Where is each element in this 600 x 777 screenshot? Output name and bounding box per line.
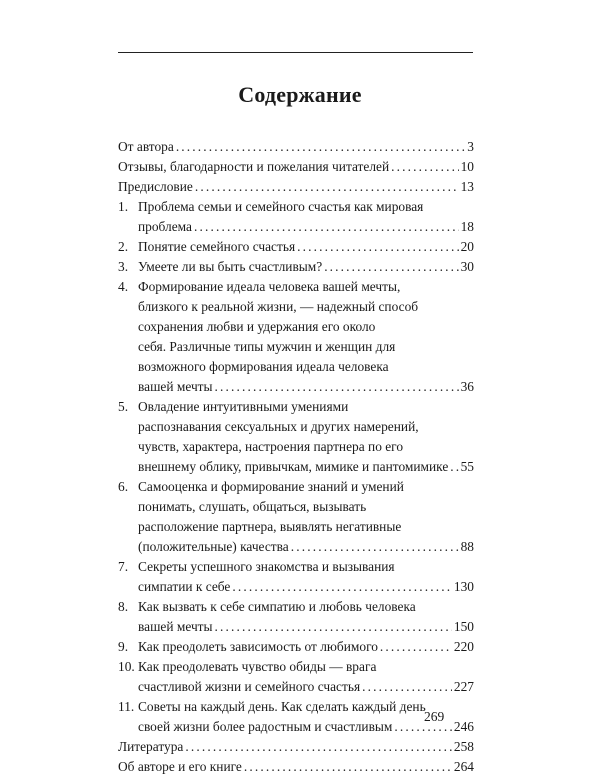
toc-entry-title-line: симпатии к себе bbox=[138, 579, 231, 594]
dot-leader bbox=[244, 757, 452, 777]
dot-leader bbox=[297, 237, 458, 257]
toc-entry-number: 10. bbox=[118, 659, 135, 674]
toc-entry-number: 9. bbox=[118, 639, 129, 654]
toc-entry-page: 13 bbox=[460, 179, 474, 194]
toc-entry bbox=[118, 597, 474, 637]
toc-entry-title-line: Как преодолевать чувство обиды — врага bbox=[138, 659, 377, 674]
toc-entry-title-line: От автора bbox=[118, 139, 174, 154]
toc-entry-title-line: вашей мечты bbox=[138, 379, 213, 394]
toc-entry bbox=[118, 637, 474, 657]
toc-entry-title-line: расположение партнера, выявлять негативные bbox=[138, 519, 402, 534]
toc-entry-number: 6. bbox=[118, 479, 129, 494]
toc-entry-title-line: чувств, характера, настроения партнера по его bbox=[138, 439, 404, 454]
toc-entry-title-line: сохранения любви и удержания его около bbox=[138, 319, 376, 334]
dot-leader bbox=[215, 617, 452, 637]
toc-entry-page: 150 bbox=[453, 619, 474, 634]
toc-entry-number: 4. bbox=[118, 279, 129, 294]
top-rule bbox=[118, 52, 473, 53]
toc-entry-page: 20 bbox=[460, 239, 474, 254]
dot-leader bbox=[215, 377, 459, 397]
toc-entry-number: 8. bbox=[118, 599, 129, 614]
dot-leader bbox=[324, 257, 458, 277]
dot-leader bbox=[380, 637, 452, 657]
dot-leader bbox=[391, 157, 458, 177]
toc-entry-title-line: Понятие семейного счастья bbox=[138, 239, 296, 254]
toc-entry-title-line: вашей мечты bbox=[138, 619, 213, 634]
toc-entry-title-line: (положительные) качества bbox=[138, 539, 289, 554]
toc-entry-title-line: Самооценка и формирование знаний и умений bbox=[138, 479, 404, 494]
dot-leader bbox=[291, 537, 459, 557]
toc-entry bbox=[118, 737, 474, 757]
toc-entry-title-line: понимать, слушать, общаться, вызывать bbox=[138, 499, 367, 514]
toc-entry bbox=[118, 177, 474, 197]
toc-entry-title-line: Советы на каждый день. Как сделать каждый день bbox=[138, 699, 426, 714]
toc-entry bbox=[118, 257, 474, 277]
toc-entry-page: 130 bbox=[453, 579, 474, 594]
toc-entry-title-line: распознавания сексуальных и других намерений, bbox=[138, 419, 419, 434]
toc-entry-page: 3 bbox=[467, 139, 474, 154]
toc-entry-title-line: внешнему облику, привычкам, мимике и пантомимике bbox=[138, 459, 449, 474]
toc-entry-page: 246 bbox=[453, 719, 474, 734]
toc-entry-title-line: Литература bbox=[118, 739, 184, 754]
toc-entry-title-line: счастливой жизни и семейного счастья bbox=[138, 679, 361, 694]
toc-entry bbox=[118, 277, 474, 397]
toc-entry-title-line: Как вызвать к себе симпатию и любовь человека bbox=[138, 599, 416, 614]
dot-leader bbox=[194, 217, 459, 237]
toc-entry bbox=[118, 157, 474, 177]
toc-entry-title-line: себя. Различные типы мужчин и женщин для bbox=[138, 339, 396, 354]
page-number: 269 bbox=[424, 709, 445, 724]
toc-entry bbox=[118, 757, 474, 777]
toc-entry-page: 18 bbox=[460, 219, 474, 234]
toc-entry bbox=[118, 237, 474, 257]
toc-entry bbox=[118, 697, 474, 737]
dot-leader bbox=[176, 137, 465, 157]
toc-entry bbox=[118, 557, 474, 597]
toc-entry bbox=[118, 197, 474, 237]
dot-leader bbox=[195, 177, 459, 197]
toc-entry-page: 220 bbox=[453, 639, 474, 654]
toc-entry-title-line: Овладение интуитивными умениями bbox=[138, 399, 349, 414]
toc-entry-page: 258 bbox=[453, 739, 474, 754]
toc-entry-page: 10 bbox=[460, 159, 474, 174]
toc-entry bbox=[118, 657, 474, 697]
toc-entry-title-line: Предисловие bbox=[118, 179, 193, 194]
toc-entry-page: 55 bbox=[460, 459, 474, 474]
toc-entry bbox=[118, 477, 474, 557]
toc-entry-title-line: возможного формирования идеала человека bbox=[138, 359, 389, 374]
toc-entry-number: 3. bbox=[118, 259, 129, 274]
toc-entry-page: 88 bbox=[460, 539, 474, 554]
dot-leader bbox=[362, 677, 452, 697]
table-of-contents bbox=[118, 137, 474, 777]
dot-leader bbox=[185, 737, 452, 757]
toc-entry-title-line: Умеете ли вы быть счастливым? bbox=[138, 259, 323, 274]
toc-entry-title-line: своей жизни более радостным и счастливым bbox=[138, 719, 393, 734]
toc-entry-title-line: Проблема семьи и семейного счастья как мировая bbox=[138, 199, 424, 214]
toc-entry-title-line: Отзывы, благодарности и пожелания читателей bbox=[118, 159, 390, 174]
toc-entry-page: 36 bbox=[460, 379, 474, 394]
toc-entry-number: 2. bbox=[118, 239, 129, 254]
toc-entry-number: 1. bbox=[118, 199, 129, 214]
toc-entry-number: 5. bbox=[118, 399, 129, 414]
toc-entry-title-line: Как преодолеть зависимость от любимого bbox=[138, 639, 378, 654]
dot-leader bbox=[450, 457, 458, 477]
toc-entry bbox=[118, 137, 474, 157]
toc-entry-page: 264 bbox=[453, 759, 474, 774]
toc-entry-title-line: проблема bbox=[138, 219, 192, 234]
page-title: Содержание bbox=[238, 82, 362, 107]
toc-entry-number: 11. bbox=[118, 699, 135, 714]
toc-entry-title-line: близкого к реальной жизни, — надежный способ bbox=[138, 299, 419, 314]
toc-entry bbox=[118, 397, 474, 477]
toc-entry-page: 227 bbox=[453, 679, 474, 694]
toc-entry-page: 30 bbox=[460, 259, 474, 274]
toc-entry-title-line: Секреты успешного знакомства и вызывания bbox=[138, 559, 395, 574]
dot-leader bbox=[232, 577, 452, 597]
toc-entry-title-line: Об авторе и его книге bbox=[118, 759, 242, 774]
toc-entry-title-line: Формирование идеала человека вашей мечты, bbox=[138, 279, 401, 294]
toc-entry-number: 7. bbox=[118, 559, 129, 574]
